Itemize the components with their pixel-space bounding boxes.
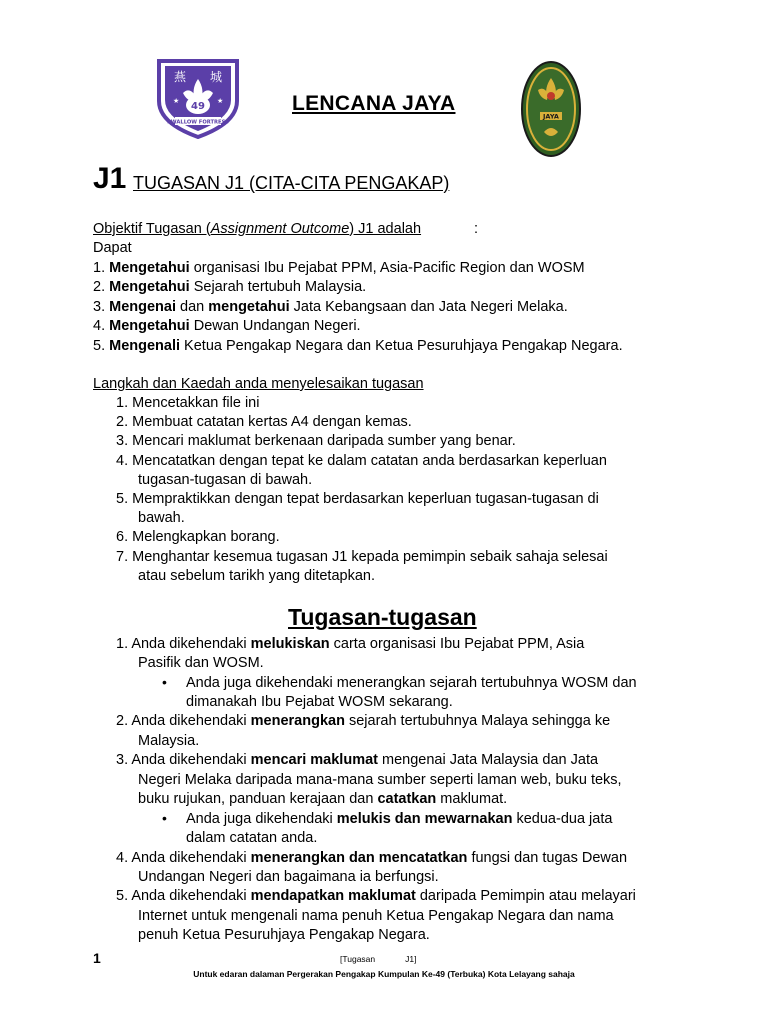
svg-text:★: ★: [217, 97, 224, 105]
troop-49-badge: [153, 57, 243, 139]
step-line: 2. Membuat catatan kertas A4 dengan kemas.: [116, 414, 412, 430]
jaya-badge-text: JAYA: [543, 112, 559, 121]
step-line: 3. Mencari maklumat berkenaan daripada sumber yang benar.: [116, 433, 516, 449]
task-line: Negeri Melaka daripada mana-mana sumber seperti laman web, buku teks,: [138, 772, 622, 788]
task-subline: dimanakah Ibu Pejabat WOSM sekarang.: [186, 694, 453, 710]
bullet-icon: •: [162, 674, 167, 690]
page-number: 1: [93, 950, 101, 966]
task-line: buku rujukan, panduan kerajaan dan catatkan maklumat.: [138, 791, 508, 807]
task-line: 5. Anda dikehendaki mendapatkan maklumat daripada Pemimpin atau melayari: [116, 888, 636, 904]
objective-item: 2. Mengetahui Sejarah tertubuh Malaysia.: [93, 279, 367, 295]
task-line: Undangan Negeri dan bagaimana ia berfungsi.: [138, 869, 439, 885]
bullet-icon: •: [162, 810, 167, 826]
objective-item: 4. Mengetahui Dewan Undangan Negeri.: [93, 318, 361, 334]
step-line: atau sebelum tarikh yang ditetapkan.: [138, 568, 375, 584]
badge-number: 49: [191, 101, 205, 112]
step-line: 5. Mempraktikkan dengan tepat berdasarkan keperluan tugasan-tugasan di: [116, 491, 599, 507]
task-subline: dalam catatan anda.: [186, 830, 318, 846]
task-line: 3. Anda dikehendaki mencari maklumat mengenai Jata Malaysia dan Jata: [116, 752, 599, 768]
jaya-badge: [520, 60, 582, 158]
footer-label: [Tugasan J1]: [340, 954, 417, 964]
task-line: penuh Ketua Pesuruhjaya Pengakap Negara.: [138, 927, 430, 943]
objective-heading: Objektif Tugasan (Assignment Outcome) J1 adalah: [93, 221, 422, 237]
task-line: 1. Anda dikehendaki melukiskan carta organisasi Ibu Pejabat PPM, Asia: [116, 636, 585, 652]
badge-motto: SWALLOW FORTRESS: [167, 119, 229, 126]
footer-note: Untuk edaran dalaman Pergerakan Pengakap Kumpulan Ke-49 (Terbuka) Kota Lelayang sahaja: [193, 969, 575, 979]
badge-char-left: 燕: [174, 70, 187, 84]
j1-subtitle: TUGASAN J1 (CITA-CITA PENGAKAP): [133, 173, 450, 193]
task-line: 2. Anda dikehendaki menerangkan sejarah tertubuhnya Malaya sehingga ke: [116, 713, 611, 729]
step-line: 6. Melengkapkan borang.: [116, 529, 280, 545]
page-title: LENCANA JAYA: [292, 92, 456, 115]
steps-heading: Langkah dan Kaedah anda menyelesaikan tugasan: [93, 376, 424, 392]
task-line: Internet untuk mengenali nama penuh Ketua Pengakap Negara dan nama: [138, 908, 614, 924]
step-line: 4. Mencatatkan dengan tepat ke dalam catatan anda berdasarkan keperluan: [116, 453, 607, 469]
objective-dapat: Dapat: [93, 240, 132, 256]
task-subline: Anda juga dikehendaki melukis dan mewarnakan kedua-dua jata: [186, 811, 613, 827]
objective-item: 3. Mengenai dan mengetahui Jata Kebangsaan dan Jata Negeri Melaka.: [93, 299, 568, 315]
task-line: Pasifik dan WOSM.: [138, 655, 264, 671]
objective-item: 5. Mengenali Ketua Pengakap Negara dan Ketua Pesuruhjaya Pengakap Negara.: [93, 338, 623, 354]
task-subline: Anda juga dikehendaki menerangkan sejarah tertubuhnya WOSM dan: [186, 675, 637, 691]
j1-code: J1: [93, 162, 127, 195]
step-line: bawah.: [138, 510, 185, 526]
objective-item: 1. Mengetahui organisasi Ibu Pejabat PPM, Asia-Pacific Region dan WOSM: [93, 260, 585, 276]
step-line: tugasan-tugasan di bawah.: [138, 472, 313, 488]
objective-colon: :: [474, 221, 479, 237]
svg-text:★: ★: [173, 97, 180, 105]
task-line: 4. Anda dikehendaki menerangkan dan mencatatkan fungsi dan tugas Dewan: [116, 850, 628, 866]
tasks-heading: Tugasan-tugasan: [288, 604, 477, 630]
task-line: Malaysia.: [138, 733, 200, 749]
badge-char-right: 城: [210, 70, 223, 84]
step-line: 7. Menghantar kesemua tugasan J1 kepada pemimpin sebaik sahaja selesai: [116, 549, 608, 565]
step-line: 1. Mencetakkan file ini: [116, 395, 260, 411]
